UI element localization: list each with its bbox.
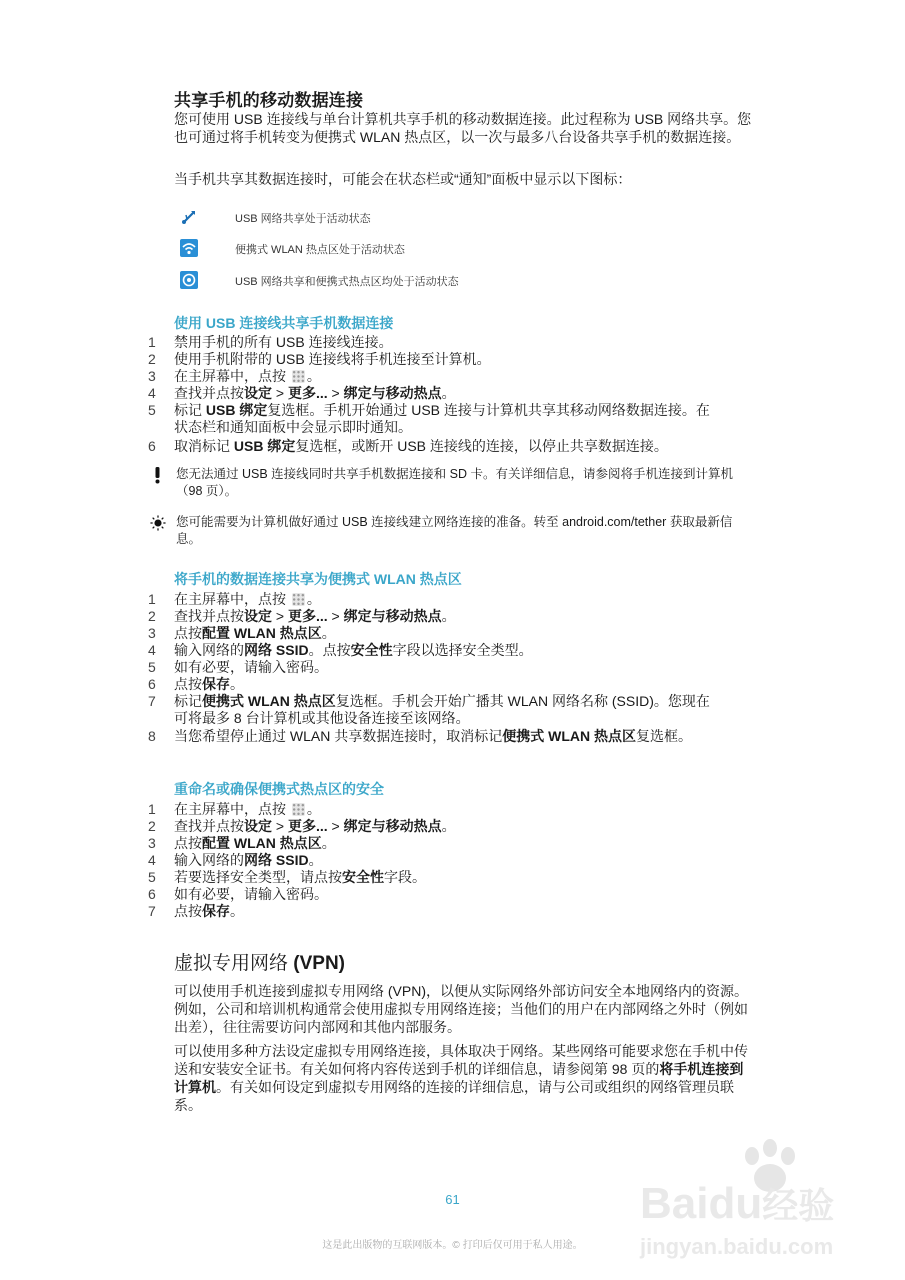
step-text: 禁用手机的所有 USB 连接线连接。 — [174, 334, 393, 350]
note-text: 您无法通过 USB 连接线同时共享手机数据连接和 SD 卡。有关详细信息，请参阅将手机连接到计算机（98 页）。 — [176, 467, 733, 498]
step-text: 点按配置 WLAN 热点区。 — [174, 625, 336, 641]
step-number: 5 — [148, 402, 156, 418]
baidu-watermark — [640, 1138, 880, 1278]
step-number: 2 — [148, 818, 156, 834]
step-number: 6 — [148, 676, 156, 692]
step-number: 6 — [148, 438, 156, 454]
status-icon-label: 便携式 WLAN 热点区处于活动状态 — [235, 244, 405, 256]
step-number: 3 — [148, 835, 156, 851]
step-text: 输入网络的网络 SSID。 — [174, 852, 323, 868]
step-number: 5 — [148, 659, 156, 675]
apps-grid-icon — [292, 593, 305, 606]
step-number: 4 — [148, 642, 156, 658]
step-text: 查找并点按设定 > 更多... > 绑定与移动热点。 — [174, 608, 456, 624]
apps-grid-icon — [292, 803, 305, 816]
step-number: 4 — [148, 385, 156, 401]
apps-grid-icon — [292, 370, 305, 383]
step-number: 5 — [148, 869, 156, 885]
step-text: 标记便携式 WLAN 热点区复选框。手机会开始广播其 WLAN 网络名称 (SSID)。您现在可将最多 8 台计算机或其他设备连接至该网络。 — [174, 693, 710, 726]
step-text: 查找并点按设定 > 更多... > 绑定与移动热点。 — [174, 385, 456, 401]
step-text: 点按保存。 — [174, 903, 244, 919]
step-text: 在主屏幕中，点按 。 — [174, 591, 321, 607]
subsection-title-hotspot: 将手机的数据连接共享为便携式 WLAN 热点区 — [174, 571, 462, 587]
link-connect-computer[interactable]: 将手机连接到计算机 — [174, 1061, 744, 1095]
step-text: 使用手机附带的 USB 连接线将手机连接至计算机。 — [174, 351, 491, 367]
step-number: 8 — [148, 728, 156, 744]
step-number: 4 — [148, 852, 156, 868]
vpn-paragraph-2: 可以使用多种方法设定虚拟专用网络连接，具体取决于网络。某些网络可能要求您在手机中传送和安装安全证书。有关如何将内容传送到手机的详细信息，请参阅第 98 页的将手机连接到计算机。有关如何设定到虚拟专用网络的连接的详细信息，请与公司或组织的网络管理员联系。 — [174, 1043, 748, 1113]
subsection-title-usb: 使用 USB 连接线共享手机数据连接 — [174, 315, 394, 331]
footer-note: 这是此出版物的互联网版本。© 打印后仅可用于私人用途。 — [322, 1240, 583, 1251]
subsection-title-rename: 重命名或确保便携式热点区的安全 — [174, 781, 384, 797]
watermark-url: jingyan.baidu.com — [640, 1234, 834, 1259]
intro-paragraph-2: 当手机共享其数据连接时，可能会在状态栏或“通知”面板中显示以下图标： — [174, 171, 632, 187]
step-number: 6 — [148, 886, 156, 902]
both-tether-icon — [180, 271, 198, 289]
step-text: 如有必要，请输入密码。 — [174, 659, 328, 675]
note-text: 您可能需要为计算机做好通过 USB 连接线建立网络连接的准备。转至 android.com/tether 获取最新信息。 — [176, 515, 733, 546]
usb-tether-icon — [180, 208, 198, 226]
step-number: 2 — [148, 608, 156, 624]
vpn-paragraph: 可以使用手机连接到虚拟专用网络 (VPN)，以便从实际网络外部访问安全本地网络内的资源。例如，公司和培训机构通常会使用虚拟专用网络连接；当他们的用户在内部网络之外时（例如出差），往往需要访问内部网和其他内部服务。 — [174, 983, 748, 1035]
step-text: 在主屏幕中，点按 。 — [174, 801, 321, 817]
step-text: 点按保存。 — [174, 676, 244, 692]
step-number: 7 — [148, 903, 156, 919]
step-text: 如有必要，请输入密码。 — [174, 886, 328, 902]
step-text: 在主屏幕中，点按 。 — [174, 368, 321, 384]
step-number: 3 — [148, 368, 156, 384]
step-text: 查找并点按设定 > 更多... > 绑定与移动热点。 — [174, 818, 456, 834]
step-text: 点按配置 WLAN 热点区。 — [174, 835, 336, 851]
watermark-brand: Baidu经验 — [640, 1179, 835, 1228]
step-number: 1 — [148, 801, 156, 817]
section-heading: 共享手机的移动数据连接 — [174, 91, 364, 110]
intro-paragraph: 您可使用 USB 连接线与单台计算机共享手机的移动数据连接。此过程称为 USB 网络共享。您也可通过将手机转变为便携式 WLAN 热点区，以一次与最多八台设备共享手机的数据连接。 — [174, 111, 752, 145]
page-number: 61 — [445, 1192, 460, 1207]
status-icon-label: USB 网络共享处于活动状态 — [235, 213, 371, 225]
step-text: 若要选择安全类型，请点按安全性字段。 — [174, 869, 426, 885]
step-number: 2 — [148, 351, 156, 367]
step-number: 7 — [148, 693, 156, 709]
step-text: 标记 USB 绑定复选框。手机开始通过 USB 连接与计算机共享其移动网络数据连接。在状态栏和通知面板中会显示即时通知。 — [174, 402, 710, 435]
step-number: 3 — [148, 625, 156, 641]
step-number: 1 — [148, 334, 156, 350]
step-number: 1 — [148, 591, 156, 607]
step-text: 当您希望停止通过 WLAN 共享数据连接时，取消标记便携式 WLAN 热点区复选框。 — [174, 728, 692, 744]
vpn-heading: 虚拟专用网络 (VPN) — [174, 953, 346, 974]
status-icon-label: USB 网络共享和便携式热点区均处于活动状态 — [235, 276, 459, 288]
exclamation-icon — [150, 466, 166, 484]
step-text: 输入网络的网络 SSID。点按安全性字段以选择安全类型。 — [174, 642, 533, 658]
step-text: 取消标记 USB 绑定复选框，或断开 USB 连接线的连接，以停止共享数据连接。 — [174, 438, 668, 454]
lightbulb-icon — [150, 514, 166, 532]
wifi-hotspot-icon — [180, 239, 198, 257]
